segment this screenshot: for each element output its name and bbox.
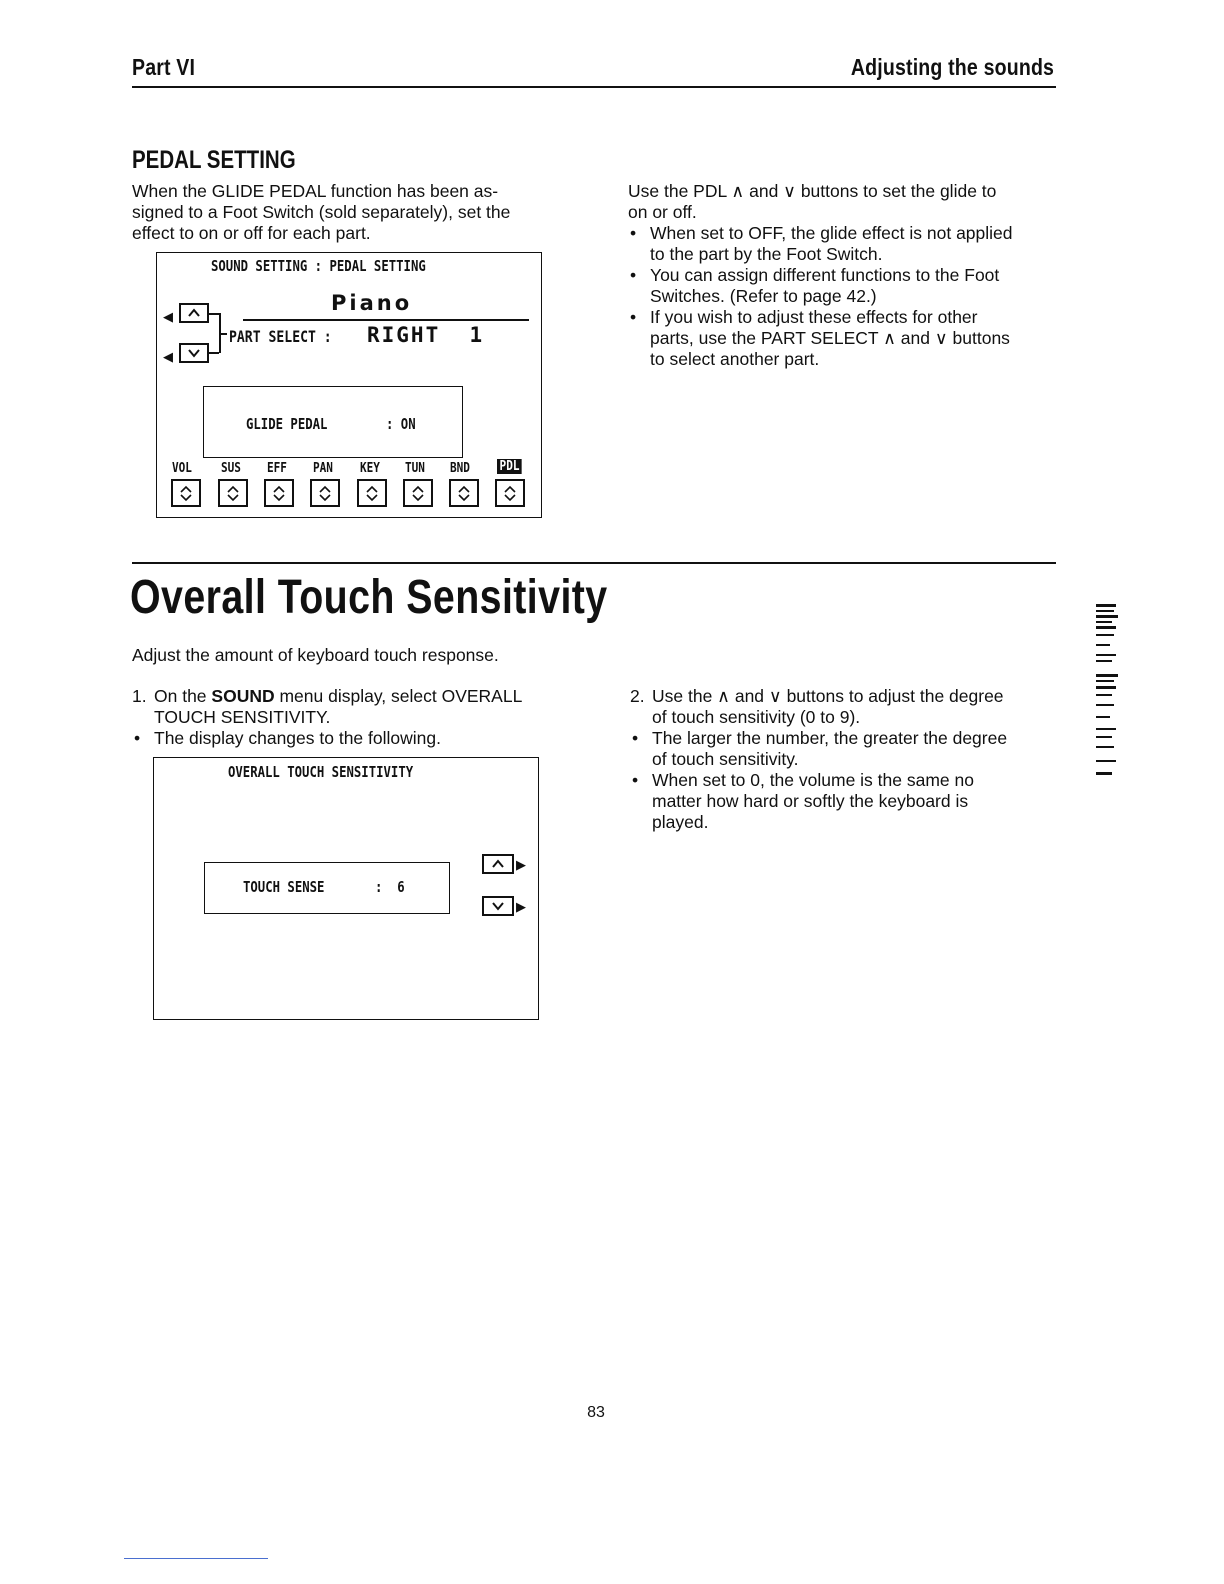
list-item (132, 728, 572, 749)
bullet-line: • The larger the number, the greater the degree (652, 728, 1008, 748)
section-title-pedal: PEDAL SETTING (132, 146, 296, 174)
instruction-line: Use the PDL ∧ and ∨ buttons to set the glide to (628, 181, 997, 201)
pedal-intro-line: effect to on or off for each part. (132, 223, 371, 243)
value-down-button[interactable] (482, 896, 514, 916)
param-value: : 6 (375, 878, 405, 896)
tab-bnd[interactable]: BND (450, 461, 470, 476)
bullet-line: to the part by the Foot Switch. (650, 244, 883, 264)
step-text: menu display, select OVERALL (274, 686, 523, 706)
part-down-button[interactable] (179, 343, 209, 363)
sound-name: Piano (331, 291, 413, 315)
step-text: On the (154, 686, 212, 706)
bracket-line (209, 313, 219, 315)
touch-lcd-display (153, 757, 539, 1020)
section-title-touch: Overall Touch Sensitivity (130, 571, 608, 624)
tab-pdl-selected[interactable]: PDL (497, 459, 522, 474)
tab-vol[interactable]: VOL (172, 461, 192, 476)
step-number: 1. (132, 686, 147, 706)
chapter-title: Adjusting the sounds (850, 54, 1054, 80)
tun-updown-button[interactable] (403, 479, 433, 507)
bullet-line: of touch sensitivity. (652, 749, 799, 769)
bullet-line: • When set to OFF, the glide effect is not applied (650, 223, 1013, 243)
param-box (204, 862, 450, 914)
pan-updown-button[interactable] (310, 479, 340, 507)
touch-step-2 (630, 686, 1062, 833)
touch-step-1 (132, 686, 572, 749)
list-item (628, 265, 1060, 307)
list-item (628, 307, 1060, 370)
step-text: Use the ∧ and ∨ buttons to adjust the degree (652, 686, 1004, 706)
eff-updown-button[interactable] (264, 479, 294, 507)
tab-sus[interactable]: SUS (221, 461, 241, 476)
part-label: Part VI (132, 54, 196, 80)
step-number: 2. (630, 686, 645, 706)
tab-key[interactable]: KEY (360, 461, 380, 476)
tab-eff[interactable]: EFF (267, 461, 287, 476)
step-text: TOUCH SENSITIVITY. (154, 707, 331, 727)
tab-pan[interactable]: PAN (313, 461, 333, 476)
list-item (630, 728, 1062, 770)
touch-intro: Adjust the amount of keyboard touch response. (132, 645, 499, 665)
part-up-button[interactable] (179, 303, 209, 323)
pedal-intro (132, 181, 572, 244)
part-select-label: PART SELECT : (229, 327, 332, 346)
pedal-intro-line: signed to a Foot Switch (sold separately), set the (132, 202, 511, 222)
bullet-line: to select another part. (650, 349, 820, 369)
bullet-line: • You can assign different functions to the Foot (650, 265, 1000, 285)
right-arrow-icon: ▶ (516, 899, 526, 914)
instruction-line: on or off. (628, 202, 697, 222)
thumb-index-marks (1096, 604, 1120, 784)
bracket-line (219, 333, 227, 335)
list-item (630, 770, 1062, 833)
left-arrow-icon: ◀ (163, 309, 173, 324)
left-arrow-icon: ◀ (163, 349, 173, 364)
param-label: TOUCH SENSE (243, 878, 325, 896)
pedal-lcd-display (156, 252, 542, 518)
right-arrow-icon: ▶ (516, 857, 526, 872)
menu-name: SOUND (211, 686, 275, 706)
bullet-line: Switches. (Refer to page 42.) (650, 286, 877, 306)
sus-updown-button[interactable] (218, 479, 248, 507)
bullet-line: matter how hard or softly the keyboard is (652, 791, 969, 811)
bullet-line: • The display changes to the following. (154, 728, 441, 748)
pdl-updown-button[interactable] (495, 479, 525, 507)
bullet-line: • When set to 0, the volume is the same no (652, 770, 974, 790)
section-divider (132, 562, 1056, 564)
param-box (203, 386, 463, 458)
list-item (628, 223, 1060, 265)
lcd-title: OVERALL TOUCH SENSITIVITY (228, 763, 414, 781)
bullet-line: parts, use the PART SELECT ∧ and ∨ buttons (650, 328, 1010, 348)
lcd-title: SOUND SETTING : PEDAL SETTING (211, 257, 426, 275)
header-rule (132, 86, 1056, 88)
bullet-line: • If you wish to adjust these effects for other (650, 307, 978, 327)
param-label: GLIDE PEDAL (246, 415, 328, 433)
key-updown-button[interactable] (357, 479, 387, 507)
page-number: 83 (587, 1404, 605, 1421)
sound-name-underline (243, 319, 529, 321)
bracket-line (209, 352, 219, 354)
value-up-button[interactable] (482, 854, 514, 874)
list-item (132, 686, 572, 728)
list-item (630, 686, 1062, 728)
step-text: of touch sensitivity (0 to 9). (652, 707, 861, 727)
tab-tun[interactable]: TUN (405, 461, 425, 476)
footer-line (124, 1558, 268, 1559)
chapter-title-wrap (754, 54, 1054, 81)
bnd-updown-button[interactable] (449, 479, 479, 507)
param-value: : ON (386, 415, 416, 433)
pedal-intro-line: When the GLIDE PEDAL function has been as- (132, 181, 499, 201)
bullet-line: played. (652, 812, 709, 832)
pedal-instructions (628, 181, 1060, 370)
vol-updown-button[interactable] (171, 479, 201, 507)
part-select-value: RIGHT 1 (367, 323, 485, 347)
